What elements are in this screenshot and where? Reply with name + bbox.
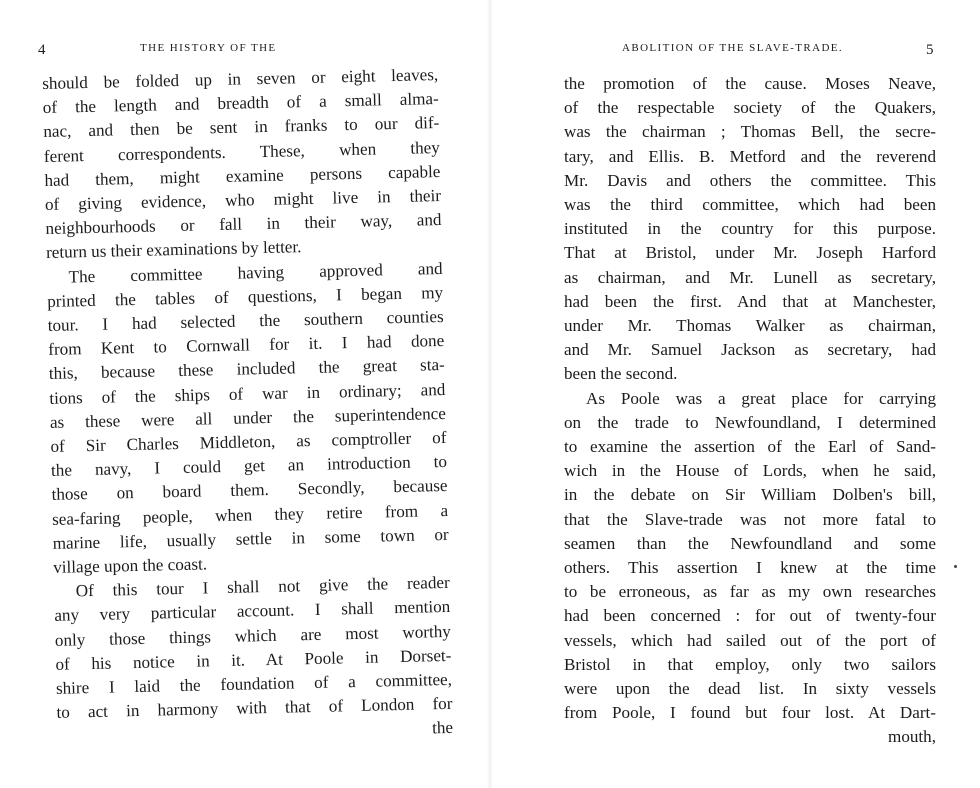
text-line: of Sir Charles Middleton, as comptroller of [50, 427, 447, 456]
text-line: were upon the dead list. In sixty vessels [564, 679, 936, 699]
text-line: on the trade to Newfoundland, I determined [564, 412, 936, 432]
text-line: from Kent to Cornwall for it. I had done [48, 331, 445, 360]
left-running-head: THE HISTORY OF THE [140, 42, 277, 54]
text-line: only those things which are most worthy [54, 621, 452, 650]
text-line: of the length and breadth of a small alma- [42, 89, 439, 118]
text-line: been the second. [564, 364, 678, 384]
text-line: Of this tour I shall not give the reader [75, 573, 450, 601]
text-line: instituted in the country for this purpose. [564, 219, 936, 239]
text-line: from Poole, I found but four lost. At Dart- [564, 703, 936, 723]
text-line: and Mr. Samuel Jackson as secretary, had [564, 340, 936, 360]
right-page-number: 5 [926, 42, 934, 58]
text-line: vessels, which had sailed out of the port of [564, 630, 936, 650]
text-line: wich in the House of Lords, when he said, [564, 461, 936, 481]
text-line: ferent correspondents. These, when they [43, 137, 441, 166]
text-line: seamen than the Newfoundland and some [564, 533, 936, 553]
text-line: under Mr. Thomas Walker as chairman, [564, 316, 936, 336]
text-line: village upon the coast. [53, 554, 208, 577]
text-line: marine life, usually settle in some town or [52, 524, 449, 553]
text-line: as chairman, and Mr. Lunell as secretary, [564, 267, 936, 287]
text-line: As Poole was a great place for carrying [586, 388, 936, 408]
text-line: had been the first. And that at Manchester, [564, 291, 936, 311]
text-line: to act in harmony with that of London for [56, 694, 453, 723]
text-line: was the chairman ; Thomas Bell, the secre- [564, 122, 936, 142]
text-line: to examine the assertion of the Earl of Sand- [564, 437, 936, 457]
text-line: of the respectable society of the Quakers, [564, 98, 936, 118]
text-line: Mr. Davis and others the committee. This [564, 170, 936, 190]
text-line: the promotion of the cause. Moses Neave, [564, 74, 936, 93]
right-page [490, 0, 980, 788]
text-line: shire I laid the foundation of a committee, [55, 669, 453, 698]
right-running-head: ABOLITION OF THE SLAVE-TRADE. [622, 42, 844, 54]
text-line: should be folded up in seven or eight leaves, [42, 65, 439, 93]
right-body-text [564, 72, 936, 750]
left-catchword: the [431, 718, 454, 738]
text-line: to be erroneous, as far as my own researches [564, 582, 936, 602]
text-line: others. This assertion I knew at the time [564, 558, 936, 578]
text-line: Bristol in that employ, only two sailors [564, 654, 936, 674]
text-line: nac, and then be sent in franks to our dif- [43, 113, 440, 142]
text-line: return us their examinations by letter. [45, 237, 302, 263]
left-body-text [42, 63, 453, 749]
text-line: tary, and Ellis. B. Metford and the reverend [564, 146, 936, 166]
right-catchword: mouth, [888, 727, 936, 747]
text-line: tions of the ships of war in ordinary; and [49, 379, 446, 408]
text-line: neighbourhoods or fall in their way, and [45, 210, 442, 239]
text-line: was the third committee, which had been [564, 195, 936, 215]
text-line: printed the tables of questions, I began my [46, 282, 444, 311]
text-line: of giving evidence, who might live in their [44, 185, 442, 214]
text-line: any very particular account. I shall mention [54, 597, 451, 626]
text-line: That at Bristol, under Mr. Joseph Harford [564, 243, 936, 263]
text-line: those on board them. Secondly, because [51, 476, 448, 505]
text-line: in the debate on Sir William Dolben's bill, [564, 485, 936, 505]
text-line: had been concerned : for out of twenty-four [564, 606, 936, 626]
text-line: the navy, I could get an introduction to [50, 452, 448, 481]
text-line: as these were all under the superintendence [49, 403, 447, 432]
text-line: The committee having approved and [68, 258, 443, 287]
text-line: sea-faring people, when they retire from a [51, 500, 449, 529]
text-line: of his notice in it. At Poole in Dorset- [55, 645, 452, 674]
text-line: had them, might examine persons capable [44, 161, 441, 190]
text-line: tour. I had selected the southern counties [47, 306, 444, 335]
text-line: that the Slave-trade was not more fatal to [564, 509, 936, 529]
ink-speck [954, 565, 957, 568]
left-page-number: 4 [38, 42, 46, 58]
text-line: this, because these included the great sta- [48, 355, 445, 384]
